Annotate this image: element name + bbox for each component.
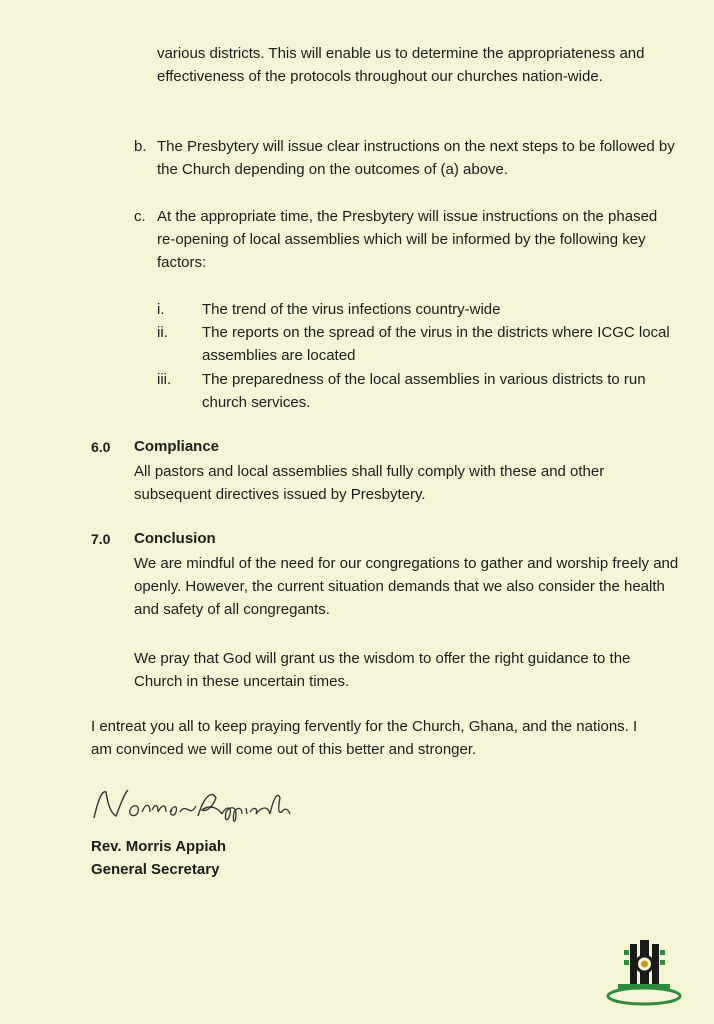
factor-text: The trend of the virus infections country-wide [202, 301, 501, 318]
conclusion-paragraph: We are mindful of the need for our congregations to gather and worship freely and openly. However, the current situation demands that we also consider the health and safety of all congregants. [134, 555, 679, 618]
signatory-name: Rev. Morris Appiah [91, 838, 227, 855]
conclusion-title: Conclusion [134, 530, 216, 547]
factor-number: i. [157, 301, 165, 318]
intro-continuation: various districts. This will enable us to determine the appropriateness and effectiveness of the protocols throughout our churches nation-wide. [157, 45, 645, 85]
item-text: The Presbytery will issue clear instructions on the next steps to be followed by the Church depending on the outcomes of (a) above. [157, 138, 675, 178]
item-text: At the appropriate time, the Presbytery will issue instructions on the phased re-opening of local assemblies which will be informed by the following key factors: [157, 208, 658, 271]
conclusion-number: 7.0 [91, 531, 111, 547]
handwritten-signature [86, 782, 296, 832]
factor-item [157, 368, 679, 414]
church-logo-icon [604, 936, 684, 1006]
item-letter: b. [134, 138, 147, 155]
compliance-title: Compliance [134, 438, 220, 455]
conclusion-paragraph: We pray that God will grant us the wisdom to offer the right guidance to the Church in these uncertain times. [134, 650, 631, 690]
signatory-title: General Secretary [91, 861, 220, 878]
factor-item [157, 321, 679, 367]
compliance-body: All pastors and local assemblies shall fully comply with these and other subsequent directives issued by Presbytery. [134, 463, 605, 503]
compliance-number: 6.0 [91, 439, 111, 455]
factor-text: The preparedness of the local assemblies in various districts to run church services. [202, 371, 646, 411]
closing-paragraph: I entreat you all to keep praying fervently for the Church, Ghana, and the nations. I am convinced we will come out of this better and stronger. [91, 718, 638, 758]
item-b [134, 135, 679, 181]
factor-number: ii. [157, 324, 168, 341]
factor-item [157, 298, 679, 321]
factor-number: iii. [157, 371, 172, 388]
factor-text: The reports on the spread of the virus in the districts where ICGC local assemblies are located [202, 324, 670, 364]
item-letter: c. [134, 208, 146, 225]
item-c [134, 205, 679, 274]
